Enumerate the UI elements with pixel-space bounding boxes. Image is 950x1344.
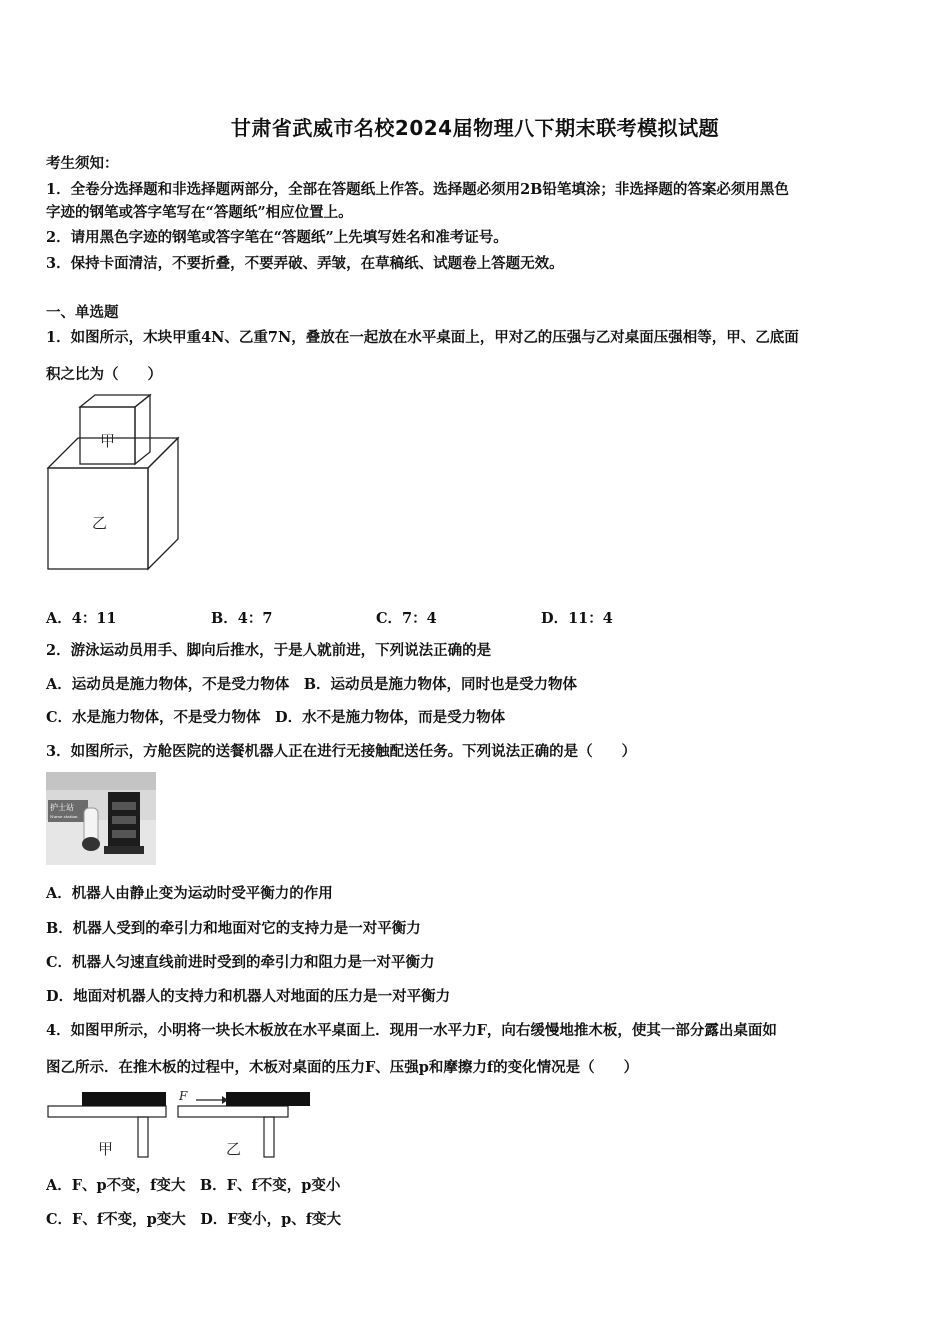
q4-board-figure — [46, 1088, 316, 1160]
q1-block-bottom-label: 乙 — [92, 514, 108, 532]
q4-board-left — [82, 1092, 166, 1106]
q3-stem: 3．如图所示，方舱医院的送餐机器人正在进行无接触配送任务。下列说法正确的是（ ） — [46, 743, 637, 760]
q4-board-right — [226, 1092, 310, 1106]
q1-option-c: C．7：4 — [376, 610, 437, 627]
q2-options-row1: A．运动员是施力物体，不是受力物体 B．运动员是施力物体，同时也是受力物体 — [46, 676, 578, 693]
notice-item: 字迹的钢笔或答字笔写在“答题纸”相应位置上。 — [46, 204, 353, 221]
q1-option-b: B．4：7 — [211, 610, 273, 627]
q3-photo-sign-sub: Nurse station — [50, 814, 78, 819]
q2-stem: 2．游泳运动员用手、脚向后推水，于是人就前进，下列说法正确的是 — [46, 642, 492, 659]
q4-right-label: 乙 — [226, 1140, 242, 1158]
q4-options-row2: C．F、f不变，p变大 D．F变小，p、f变大 — [46, 1211, 341, 1228]
q4-stem-line2: 图乙所示．在推木板的过程中，木板对桌面的压力F、压强p和摩擦力f的变化情况是（ ） — [46, 1059, 639, 1076]
q1-stem-line1: 1．如图所示，木块甲重4N、乙重7N，叠放在一起放在水平桌面上，甲对乙的压强与乙对桌面压强相等，甲、乙底面 — [46, 329, 799, 346]
q1-blocks-figure — [40, 390, 190, 580]
page-title: 甘肃省武威市名校2024届物理八下期末联考模拟试题 — [230, 116, 720, 140]
q1-stem-line2: 积之比为（ ） — [46, 366, 162, 383]
q4-force-label: F — [179, 1089, 188, 1103]
notice-item: 2．请用黑色字迹的钢笔或答字笔在“答题纸”上先填写姓名和准考证号。 — [46, 229, 508, 246]
section-heading: 一、单选题 — [46, 304, 119, 321]
q2-options-row2: C．水是施力物体，不是受力物体 D．水不是施力物体，而是受力物体 — [46, 709, 506, 726]
notice-item: 1．全卷分选择题和非选择题两部分，全部在答题纸上作答。选择题必须用2B铅笔填涂；非选择题的答案必须用黑色 — [46, 181, 789, 198]
q3-robot-photo — [46, 772, 156, 865]
q1-block-top-label: 甲 — [100, 432, 116, 450]
q3-photo-sign: 护士站 — [50, 803, 74, 812]
q1-option-a: A．4：11 — [46, 610, 117, 627]
notice-item: 3．保持卡面清洁，不要折叠，不要弄破、弄皱，在草稿纸、试题卷上答题无效。 — [46, 255, 564, 272]
q3-option-c: C．机器人匀速直线前进时受到的牵引力和阻力是一对平衡力 — [46, 954, 435, 971]
q1-option-d: D．11：4 — [541, 610, 613, 627]
q3-option-b: B．机器人受到的牵引力和地面对它的支持力是一对平衡力 — [46, 920, 421, 937]
q4-left-label: 甲 — [98, 1140, 114, 1158]
notice-heading: 考生须知： — [46, 155, 119, 172]
q3-option-a: A．机器人由静止变为运动时受平衡力的作用 — [46, 885, 333, 902]
q4-options-row1: A．F、p不变，f变大 B．F、f不变，p变小 — [46, 1177, 341, 1194]
q3-option-d: D．地面对机器人的支持力和机器人对地面的压力是一对平衡力 — [46, 988, 451, 1005]
q4-stem-line1: 4．如图甲所示，小明将一块长木板放在水平桌面上．现用一水平力F，向右缓慢地推木板，使其一部分露出桌面如 — [46, 1022, 777, 1039]
